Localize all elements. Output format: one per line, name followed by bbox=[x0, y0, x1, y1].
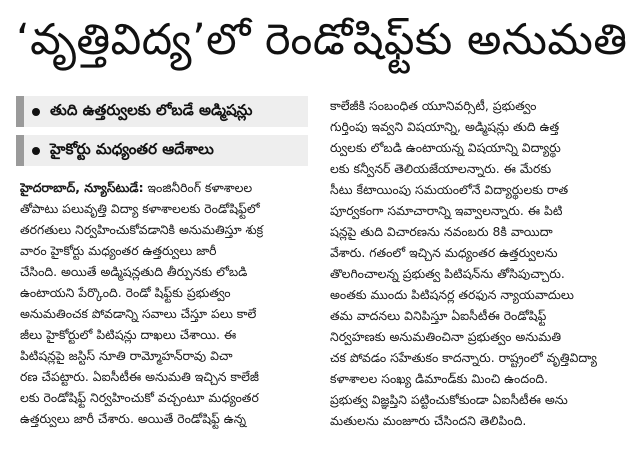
subheads bbox=[16, 96, 308, 174]
article-line: లకు కన్వీనర్ తెలియజేయాలన్నారు. ఈ మేరకు bbox=[330, 161, 552, 176]
article-line: వేశారు. గతంలో ఇచ్చిన మధ్యంతర ఉత్తర్వులను bbox=[330, 245, 558, 260]
article-line: తరగతులు నిర్వహించుకోవడానికి అనుమతిస్తూ శుక్ర bbox=[20, 222, 264, 237]
article-line: అనుమతించక పోవడాన్ని సవాలు చేస్తూ పలు కాలే bbox=[20, 306, 257, 321]
article-line: లకు రెండోషిఫ్ట్ నిర్వహించుకో వచ్చంటూ మధ్యంతర bbox=[20, 390, 259, 405]
article-line: నిర్వహణకు అనుమతించినా ప్రభుత్వం అనుమతి bbox=[330, 329, 562, 344]
bullet-icon bbox=[32, 147, 40, 155]
article-line: వారం హైకోర్టు మధ్యంతర ఉత్తర్వులు జారీ bbox=[20, 243, 217, 258]
article-line: ప్రభుత్వ విజ్ఞప్తిని పట్టించుకోకుండా ఏఐసీటీఈ అను bbox=[330, 392, 568, 407]
article-line: ఉంటాయని పేర్కొంది. రెండో షిఫ్ట్‌కు ప్రభుత్వం bbox=[20, 285, 231, 300]
dateline: హైదరాబాద్, న్యూస్‌టుడే: bbox=[20, 180, 144, 195]
subhead-box bbox=[16, 96, 308, 127]
article-line: రణ చేపట్టారు. ఏఐసీటీఈ అనుమతి ఇచ్చిన కాలేజీ bbox=[20, 369, 259, 384]
article-line: తొలగించాలన్న ప్రభుత్వ పిటిషన్‌ను తోసిపుచ్చారు. bbox=[330, 266, 565, 281]
subhead-box bbox=[16, 135, 308, 166]
article-line: మతులను మంజూరు చేసిందని తెలిపింది. bbox=[330, 413, 527, 428]
article-line: గుర్తింపు ఇవ్వని విషయాన్ని, అడ్మిషన్లు తుది ఉత్త bbox=[330, 119, 560, 134]
article-line: పూర్వకంగా సమాచారాన్ని ఇవ్వాలన్నారు. ఈ పిటి bbox=[330, 203, 563, 218]
article-line: కాలేజీకి సంబంధిత యూనివర్సిటీ, ప్రభుత్వం bbox=[330, 98, 537, 113]
article-line: చక పోవడం సహేతుకం కాదన్నారు. రాష్ట్రంలో వృత్తివిద్యా bbox=[330, 350, 597, 365]
article-line: పిటిషన్లపై జస్టిస్ నూతి రామ్మోహన్‌రావు విచా bbox=[20, 348, 233, 363]
article-line: షన్లపై తుది విచారణను నవంబరు 8కి వాయిదా bbox=[330, 224, 553, 239]
subhead-text: హైకోర్టు మధ్యంతర ఆదేశాలు bbox=[50, 139, 214, 158]
article-line: ఉత్తర్వులు జారీ చేశారు. అయితే రెండోషిఫ్ట్ ఉన్న bbox=[20, 411, 247, 426]
article-line: తమ వాదనలు వినిపిస్తూ ఏఐసీటీఈ రెండోషిఫ్ట్ bbox=[330, 308, 547, 323]
article-line: ర్వులకు లోబడి ఉంటాయన్న విషయాన్ని విద్యార్థు bbox=[330, 140, 561, 155]
article-line: సీటు కేటాయింపు సమయంలోనే విద్యార్థులకు రాత bbox=[330, 182, 569, 197]
left-column bbox=[20, 177, 308, 429]
article-line: కళాశాలల సంఖ్య డిమాండ్‌కు మించి ఉందంది. bbox=[330, 371, 549, 386]
article-line: చేసింది. అయితే అడ్మిషన్లతుది తీర్పునకు లోబడి bbox=[20, 264, 248, 279]
right-column bbox=[330, 95, 620, 431]
article-line: అంతకు ముందు పిటిషనర్ల తరఫున న్యాయవాదులు bbox=[330, 287, 574, 302]
bullet-icon bbox=[32, 108, 40, 116]
dateline-rest: ఇంజినీరింగ్ కళాశాలల bbox=[147, 180, 253, 195]
article-line: జీలు హైకోర్టులో పిటిషన్లు దాఖలు చేశాయి. ఈ bbox=[20, 327, 237, 342]
subhead-text: తుది ఉత్తర్వులకు లోబడే అడ్మిషన్లు bbox=[50, 100, 253, 119]
headline: ‘వృత్తివిద్య’లో రెండోషిఫ్ట్‌కు అనుమతి bbox=[16, 15, 628, 65]
article-line bbox=[20, 177, 308, 198]
article-line: తోపాటు పలువృత్తి విద్యా కళాశాలలకు రెండోషిఫ్ట్‌లో bbox=[20, 201, 260, 216]
